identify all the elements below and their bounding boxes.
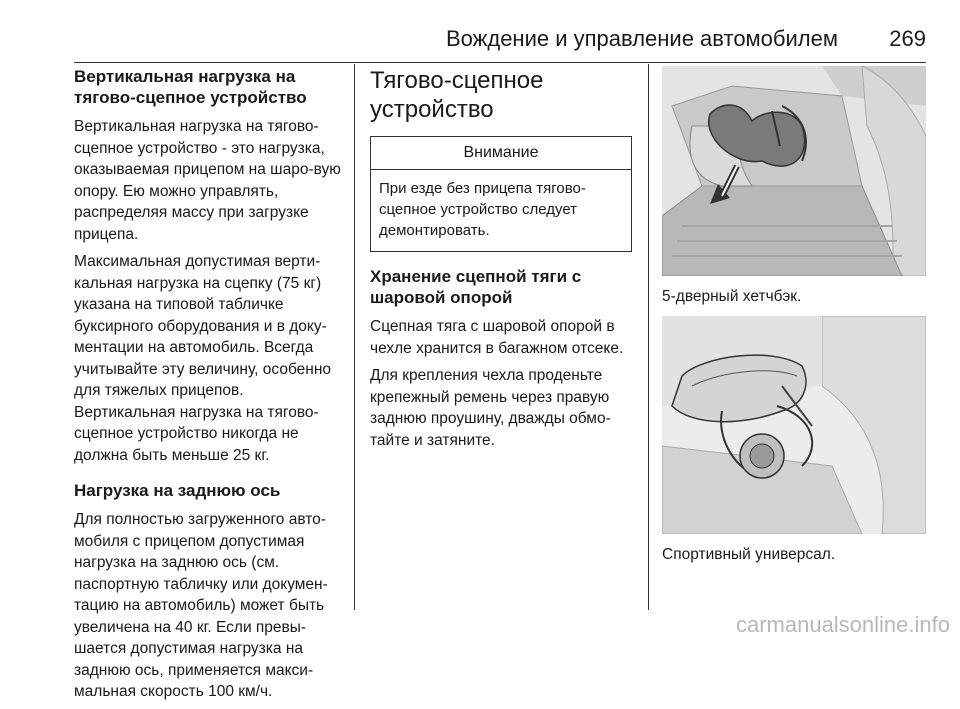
column-divider-2 <box>648 64 649 610</box>
caption-hatchback: 5-дверный хетчбэк. <box>662 288 802 305</box>
section-title-vertical-load: Вертикальная нагрузка на тягово-сцепное устройство <box>74 67 307 107</box>
hatchback-trunk-illustration <box>662 66 926 276</box>
column-divider-1 <box>354 64 355 610</box>
photo-hatchback-trunk <box>662 66 926 276</box>
warning-text: При езде без прицепа тягово-сцепное устройство следует демонтировать. <box>379 180 586 239</box>
page-header <box>74 22 926 52</box>
sports-tourer-trunk-illustration <box>662 316 926 534</box>
column-3 <box>662 66 926 564</box>
warning-box <box>370 136 632 252</box>
running-title: Вождение и управление автомобилем <box>445 26 838 51</box>
paragraph: Максимальная допустимая верти-кальная нагрузка на сцепку (75 кг) указана на типовой табличке буксирного оборудования и в доку-ментации на автомобиль. Всегда учитывайте эту величину, особенно для тяжелых прицепов. Вертикальная нагрузка на тягово-сцепное устройство никогда не должна быть меньше 25 кг. <box>74 253 332 464</box>
header-rule <box>74 62 926 63</box>
paragraph: Вертикальная нагрузка на тягово-сцепное устройство - это нагрузка, оказываемая прицепом на шаро-вую опору. Ею можно управлять, распределяя массу при загрузке прицепа. <box>74 118 341 243</box>
paragraph: Для полностью загруженного авто-мобиля с прицепом допустимая нагрузка на заднюю ось (см. паспортную табличку или докумен-тацию на автомобиль) может быть увеличена на 40 кг. Если превы-шается допустимая нагрузка на заднюю ось, применяется макси-мальная скорость 100 км/ч. <box>74 511 328 700</box>
section-title-storage: Хранение сцепной тяги с шаровой опорой <box>370 267 582 307</box>
section-title-rear-axle: Нагрузка на заднюю ось <box>74 481 281 500</box>
warning-title: Внимание <box>371 137 631 170</box>
watermark: carmanualsonline.info <box>735 612 950 637</box>
column-1 <box>74 66 342 709</box>
page-number: 269 <box>889 26 926 51</box>
paragraph: Для крепления чехла проденьте крепежный ремень через правую заднюю проушину, дважды обмо-тайте и затяните. <box>370 367 611 449</box>
photo-sports-tourer-trunk <box>662 316 926 534</box>
caption-sports-tourer: Спортивный универсал. <box>662 546 836 563</box>
column-2 <box>370 66 632 457</box>
paragraph: Сцепная тяга с шаровой опорой в чехле хранится в багажном отсеке. <box>370 318 624 357</box>
main-title: Тягово-сцепное устройство <box>370 67 544 123</box>
